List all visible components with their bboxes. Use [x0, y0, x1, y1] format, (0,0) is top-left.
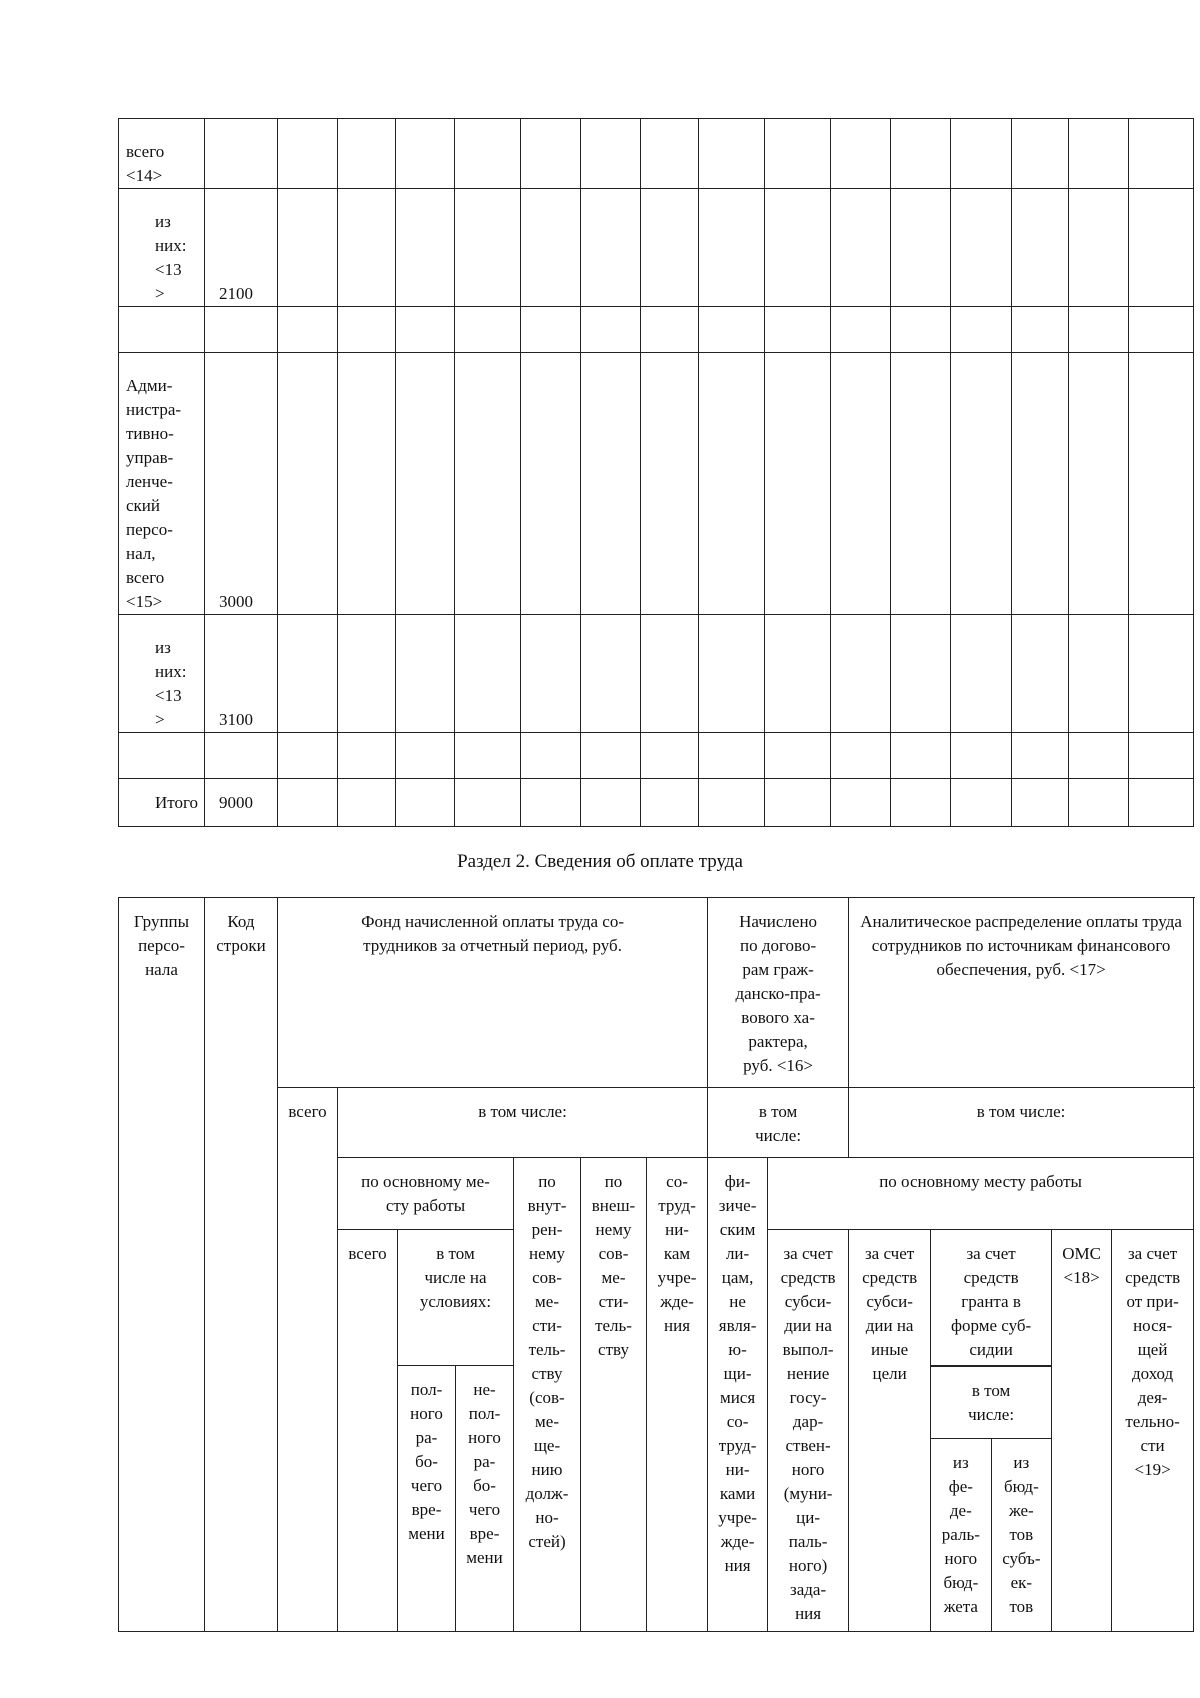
- header-analytic-including: в том числе:: [849, 1088, 1194, 1158]
- row-code: 2100: [205, 189, 278, 307]
- table-row: [119, 189, 1194, 307]
- table-section2-header: [118, 897, 1194, 1632]
- header-grant: за счет средств гранта в форме суб- сидии: [931, 1230, 1052, 1366]
- header-income-activity: за счет средств от при- нося- щей доход дея- тельно- сти <19>: [1112, 1230, 1194, 1632]
- row-label: [119, 307, 205, 353]
- header-regional-budget: из бюд- же- тов субъ- ек- тов: [991, 1439, 1051, 1631]
- row-code: 3100: [205, 615, 278, 733]
- header-grant-including: в том числе:: [931, 1367, 1051, 1439]
- row-code: 9000: [205, 779, 278, 827]
- table-row: [119, 733, 1194, 779]
- row-code: [205, 733, 278, 779]
- row-label: Адми- нистра- тивно- управ- ленче- ский персо- нал, всего <15>: [119, 353, 205, 615]
- header-federal-budget: из фе- де- раль- ного бюд- жета: [931, 1439, 991, 1631]
- header-full-time: пол- ного ра- бо- чего вре- мени: [398, 1366, 456, 1632]
- header-subsidy-other: за счет средств субси- дии на иные цели: [849, 1230, 931, 1632]
- table-section1-continued: [118, 118, 1194, 827]
- table-row: [119, 307, 1194, 353]
- header-gph-including: в том числе:: [708, 1088, 849, 1158]
- header-conditions: в том числе на условиях:: [398, 1230, 514, 1366]
- row-code: [205, 307, 278, 353]
- header-fund-total: всего: [278, 1088, 338, 1632]
- header-external-combination: по внеш- нему сов- ме- сти- тель- ству: [581, 1158, 647, 1632]
- table-row-total: [119, 779, 1194, 827]
- header-main-total: всего: [338, 1230, 398, 1632]
- header-gph: Начислено по догово- рам граж- данско-пра- вового ха- рактера, руб. <16>: [708, 898, 849, 1088]
- header-internal-combination: по внут- рен- нему сов- ме- сти- тель- ству (сов- ме- ще- нию долж- но- стей): [514, 1158, 581, 1632]
- row-code: [205, 119, 278, 189]
- header-analytic: Аналитическое распределение оплаты труда сотрудников по источникам финансового обеспечения, руб. <17>: [849, 898, 1194, 1088]
- header-groups: Группы персо- нала: [119, 898, 205, 1632]
- header-fund-including: в том числе:: [338, 1088, 708, 1158]
- table-row: [119, 615, 1194, 733]
- header-subsidy-state-task: за счет средств субси- дии на выпол- нение госу- дар- ствен- ного (муни- ци- паль- ного) зада- ния: [768, 1230, 849, 1632]
- row-code: 3000: [205, 353, 278, 615]
- row-label: из них: <13 >: [119, 189, 205, 307]
- grant-split: [931, 1366, 1052, 1632]
- row-label: из них: <13 >: [119, 615, 205, 733]
- table-row: [119, 353, 1194, 615]
- section-title: Раздел 2. Сведения об оплате труда: [457, 851, 743, 872]
- header-oms: ОМС <18>: [1052, 1230, 1112, 1632]
- header-analytic-main-job: по основному месту работы: [768, 1158, 1194, 1230]
- header-individuals: фи- зиче- ским ли- цам, не явля- ю- щи- мися со- труд- ни- ками учре- жде- ния: [708, 1158, 768, 1632]
- row-label: Итого: [119, 779, 205, 827]
- row-label: всего <14>: [119, 119, 205, 189]
- header-part-time: не- пол- ного ра- бо- чего вре- мени: [456, 1366, 514, 1632]
- row-label: [119, 733, 205, 779]
- header-fund: Фонд начисленной оплаты труда со- трудников за отчетный период, руб.: [278, 898, 708, 1088]
- header-employees: со- труд- ни- кам учре- жде- ния: [647, 1158, 708, 1632]
- header-code: Код строки: [205, 898, 278, 1632]
- table-row: [119, 119, 1194, 189]
- header-main-job: по основному ме- сту работы: [338, 1158, 514, 1230]
